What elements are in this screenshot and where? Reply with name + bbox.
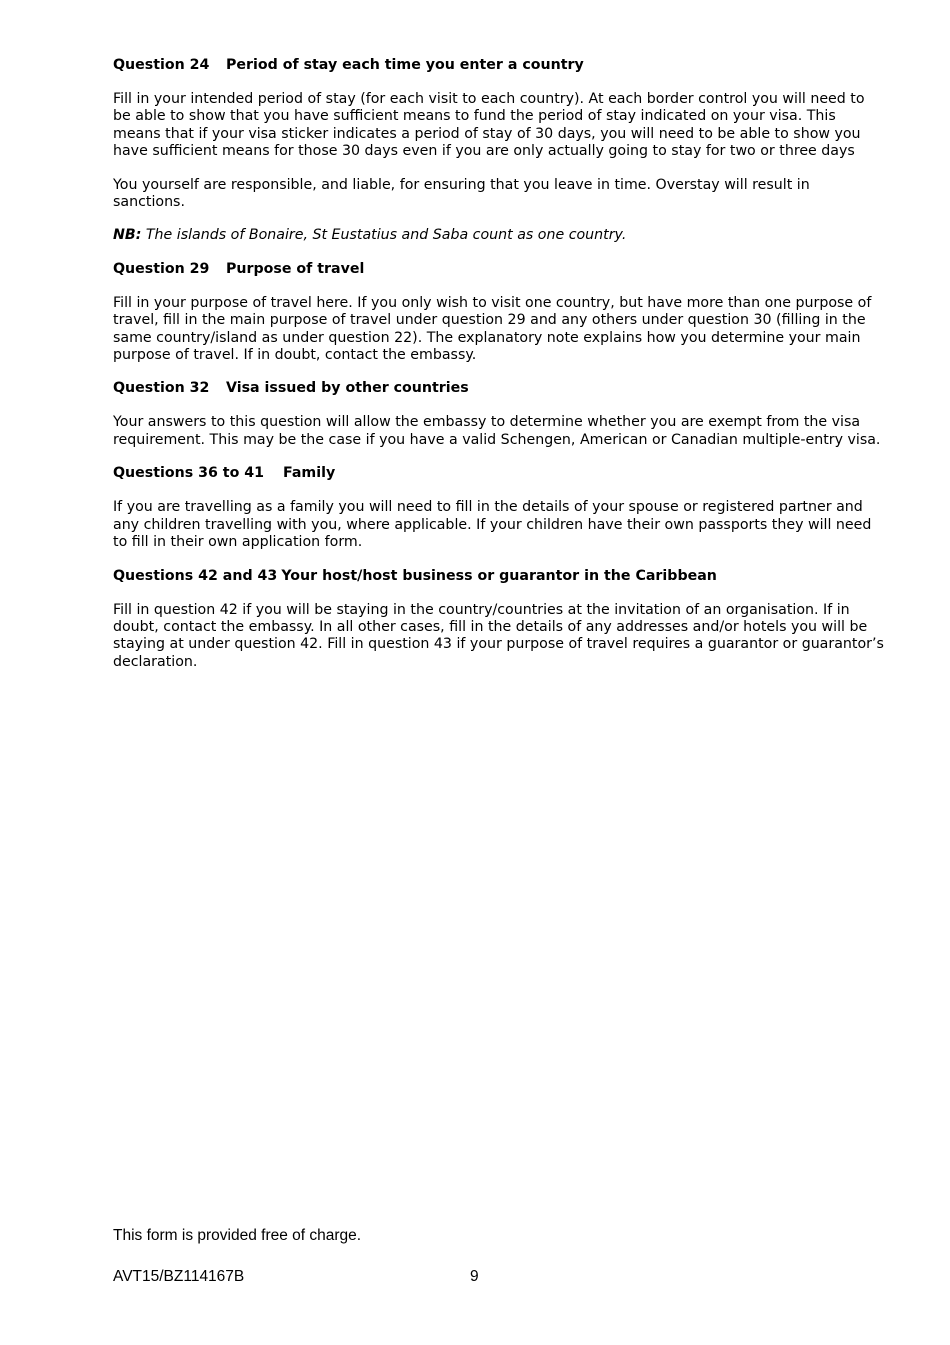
section-questions-36-to-41	[113, 465, 885, 551]
question-title: Your host/host business or guarantor in the Caribbean	[281, 567, 717, 584]
paragraph: Fill in question 42 if you will be staying in the country/countries at the invitation of an organisation. If in doubt, contact the embassy. In all other cases, fill in the details of any addresses and/or hotels you will be staying at under question 42. Fill in question 43 if your purpose of travel requires a guarantor or guarantor’s declaration.	[113, 601, 884, 670]
section-question-24	[113, 57, 885, 245]
document-body	[113, 57, 885, 687]
section-heading	[113, 465, 885, 482]
document-reference: AVT15/BZ114167B	[113, 1268, 245, 1285]
note	[113, 227, 885, 244]
question-title: Period of stay each time you enter a country	[226, 57, 584, 73]
section-question-29	[113, 261, 885, 365]
page-number: 9	[470, 1268, 479, 1285]
question-number: Questions 42 and 43	[113, 567, 278, 584]
question-number: Questions 36 to 41	[113, 465, 264, 482]
question-number: Question 32	[113, 380, 210, 397]
question-number: Question 24	[113, 57, 210, 73]
note-text: The islands of Bonaire, St Eustatius and Saba count as one country.	[145, 227, 627, 244]
paragraph: Fill in your intended period of stay (for each visit to each country). At each border control you will need to be able to show that you have sufficient means to fund the period of stay indicated on your visa. This means that if your visa sticker indicates a period of stay of 30 days, you will need to be able to show you have sufficient means for those 30 days even if you are only actually going to stay for two or three days	[113, 91, 865, 160]
section-heading	[113, 261, 885, 278]
question-title: Purpose of travel	[226, 260, 365, 277]
section-heading	[113, 380, 885, 397]
section-heading	[113, 57, 885, 74]
paragraph: Your answers to this question will allow the embassy to determine whether you are exempt from the visa requirement. This may be the case if you have a valid Schengen, American or Canadian multiple-entry visa.	[113, 414, 881, 448]
section-question-32	[113, 380, 885, 449]
paragraph: Fill in your purpose of travel here. If you only wish to visit one country, but have more than one purpose of travel, fill in the main purpose of travel under question 29 and any others under question 30 (filling in the same country/island as under question 22). The explanatory note explains how you determine your main purpose of travel. If in doubt, contact the embassy.	[113, 294, 872, 364]
paragraph: If you are travelling as a family you will need to fill in the details of your spouse or registered partner and any children travelling with you, where applicable. If your children have their own passports they will need to fill in their own application form.	[113, 499, 872, 551]
paragraph: You yourself are responsible, and liable, for ensuring that you leave in time. Overstay will result in sanctions.	[113, 176, 810, 211]
question-number: Question 29	[113, 260, 210, 277]
note-label: NB:	[113, 227, 142, 244]
section-questions-42-and-43	[113, 568, 885, 672]
section-heading	[113, 568, 885, 585]
question-title: Visa issued by other countries	[226, 380, 469, 397]
footer-note: This form is provided free of charge.	[113, 1227, 362, 1244]
question-title: Family	[283, 465, 336, 482]
